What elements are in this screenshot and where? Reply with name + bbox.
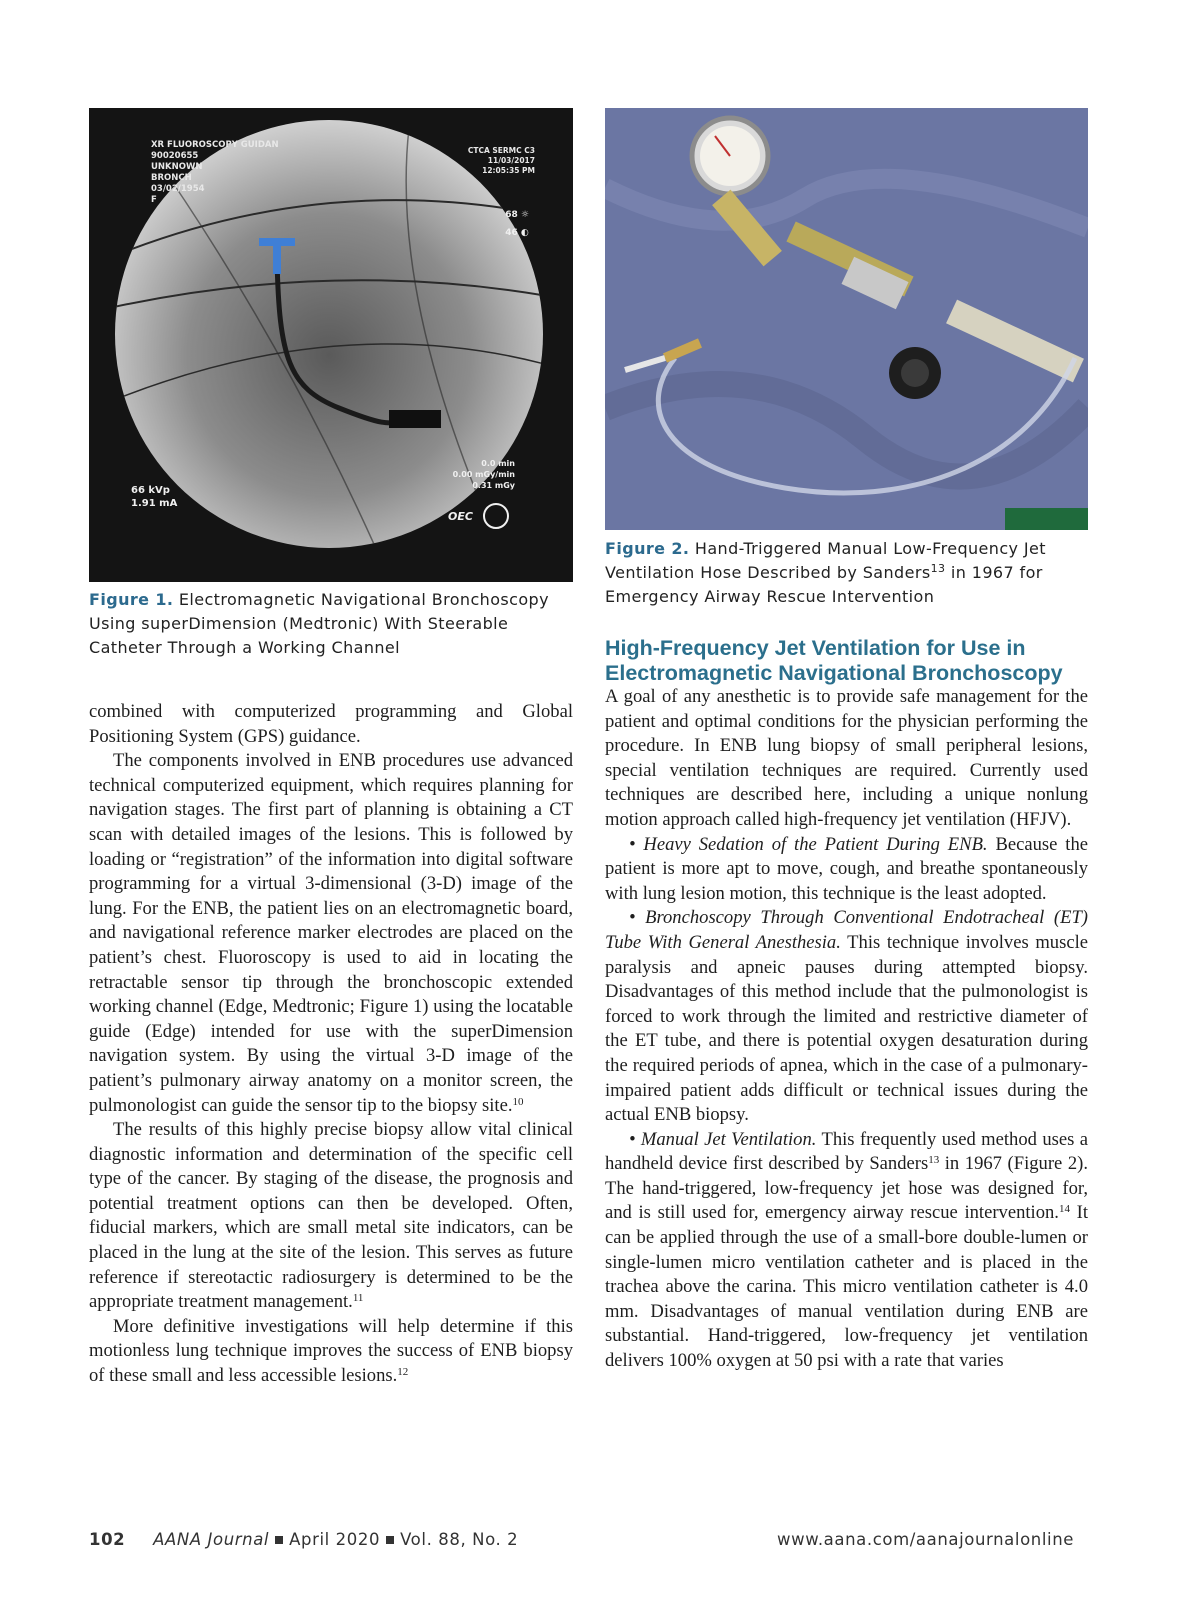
fluoro-overlay-exposure xyxy=(131,484,177,510)
overlay-line: 1.91 mA xyxy=(131,498,178,509)
contrast-value: 46 xyxy=(505,228,518,238)
ge-logo-icon xyxy=(483,503,509,529)
paragraph xyxy=(89,749,573,1118)
figure-2-image xyxy=(605,108,1088,530)
bullet-text: This frequently used method uses a handheld device first described by Sanders xyxy=(605,1128,1088,1175)
bullet-text: It can be applied through the use of a small-bore double-lumen or single-lumen micro ventilation catheter and is placed in the trachea above the carina. This micro ventilation catheter is 4.0 mm. Disadvantages of manual ventilation during ENB are substantial. Hand-triggered, low-frequency jet ventilation delivers 100% oxygen at 50 psi with a rate that varies xyxy=(605,1202,1088,1372)
overlay-line: 90020655 xyxy=(151,151,199,161)
sun-icon: ☼ xyxy=(520,210,529,220)
overlay-line: 03/02/1954 xyxy=(151,184,205,194)
figure-1-caption xyxy=(89,588,579,660)
paragraph xyxy=(89,1315,573,1389)
bullet-text: in 1967 (Figure 2). The hand-triggered, low-frequency jet hose was designed for, and is still used for, emergency airway rescue intervention. xyxy=(605,1153,1088,1224)
paragraph-text: More definitive investigations will help determine if this motionless lung technique improves the success of ENB biopsy of these small and less accessible lesions. xyxy=(89,1315,573,1387)
footer-url[interactable]: www.aana.com/aanajournalonline xyxy=(777,1530,1074,1549)
overlay-line: F xyxy=(151,195,157,205)
fluoro-overlay-site xyxy=(468,146,535,176)
figure-1-image xyxy=(89,108,573,582)
fluoro-overlay-brightness xyxy=(505,206,529,242)
bullet-paragraph xyxy=(605,1128,1088,1374)
separator-square-icon xyxy=(386,1536,394,1544)
citation-ref: 13 xyxy=(930,562,946,575)
figure-2-label: Figure 2. xyxy=(605,539,690,558)
citation-ref: 12 xyxy=(397,1366,409,1379)
overlay-line: CTCA SERMC C3 xyxy=(467,146,535,155)
bullet-title: • Manual Jet Ventilation. xyxy=(629,1128,817,1150)
overlay-line: 66 kVp xyxy=(131,485,170,496)
citation-ref: 13 xyxy=(928,1154,940,1167)
figure-2-caption-text: Hand-Triggered Manual Low-Frequency Jet Ventilation Hose Described by Sanders xyxy=(605,539,1046,582)
brightness-value: 68 xyxy=(505,210,518,220)
citation-ref: 10 xyxy=(512,1095,524,1108)
figure-2-caption xyxy=(605,537,1095,609)
bullet-paragraph xyxy=(605,906,1088,1127)
fluoro-overlay-patient xyxy=(151,140,279,206)
paragraph: combined with computerized programming and Global Positioning System (GPS) guidance. xyxy=(89,701,573,747)
overlay-line: 0.31 mGy xyxy=(472,481,515,490)
page-number: 102 xyxy=(89,1530,126,1549)
overlay-line: 0.00 mGy/min xyxy=(452,470,515,479)
fluoro-overlay-dose xyxy=(453,458,515,491)
paragraph xyxy=(89,1118,573,1315)
footer-left xyxy=(89,1530,518,1549)
overlay-line: 0.0 min xyxy=(481,459,515,468)
citation-ref: 11 xyxy=(352,1292,364,1305)
oec-logo: OEC xyxy=(448,510,473,523)
right-column-text xyxy=(605,685,1088,1374)
bullet-text: This technique involves muscle paralysis and apneic pauses during attempted biopsy. Disadvantages of this method include that the pulmonologist is forced to work through the limited and restrictive diameter of the ET tube, and there is potential oxygen desaturation during the required periods of apnea, which in the case of a pulmonary-impaired patient adds difficult or technical issues during the actual ENB biopsy. xyxy=(605,931,1088,1126)
section-heading: High-Frequency Jet Ventilation for Use in Electromagnetic Navigational Bronchoscopy xyxy=(605,636,1063,685)
issue-date: April 2020 xyxy=(289,1530,381,1549)
overlay-line: UNKNOWN xyxy=(151,162,203,172)
figure-2-caption-text-end: in 1967 for Emergency Airway Rescue Intervention xyxy=(605,563,1043,606)
left-column-text xyxy=(89,700,573,1389)
figure-1-label: Figure 1. xyxy=(89,590,174,609)
bullet-paragraph xyxy=(605,833,1088,907)
volume-issue: Vol. 88, No. 2 xyxy=(400,1530,519,1549)
bullet-title: • Bronchoscopy Through Conventional Endotracheal (ET) Tube With General Anesthesia. xyxy=(605,907,1088,953)
overlay-line: XR FLUOROSCOPY GUIDAN xyxy=(151,140,279,150)
separator-square-icon xyxy=(275,1536,283,1544)
bullet-text: Because the patient is more apt to move, cough, and breathe spontaneously with lung lesion motion, this technique is the least adopted. xyxy=(605,833,1088,904)
contrast-icon: ◐ xyxy=(520,228,529,238)
bullet-title: • Heavy Sedation of the Patient During ENB. xyxy=(629,833,988,855)
paragraph: A goal of any anesthetic is to provide safe management for the patient and optimal conditions for the physician performing the procedure. In ENB lung biopsy of small peripheral lesions, special ventilation techniques are required. Currently used techniques are described here, including a unique nonlung motion approach called high-frequency jet ventilation (HFJV). xyxy=(605,686,1088,830)
jet-ventilator-illustration xyxy=(605,108,1088,530)
paragraph-text: The results of this highly precise biopsy allow vital clinical diagnostic information and determination of the specific cell type of the cancer. By staging of the disease, the prognosis and potential treatment options can then be developed. Often, fiducial markers, which are small metal site indicators, can be placed in the lung at the site of the lesion. This serves as future reference if stereotactic radiosurgery is determined to be the appropriate treatment management. xyxy=(89,1119,573,1313)
overlay-line: 12:05:35 PM xyxy=(482,166,535,175)
journal-name: AANA Journal xyxy=(153,1530,270,1549)
overlay-line: BRONCH xyxy=(151,173,192,183)
paragraph-text: The components involved in ENB procedures use advanced technical computerized equipment, which requires planning for navigation stages. The first part of planning is obtaining a CT scan with detailed images of the lesions. This is followed by loading or “registration” of the information into digital software programming for a virtual 3-dimensional (3-D) image of the lung. For the ENB, the patient lies on an electromagnetic board, and navigational reference marker electrodes are placed on the patient’s chest. Fluoroscopy is used to aid in locating the retractable sensor tip through the bronchoscopic extended working channel (Edge, Medtronic; Figure 1) using the locatable guide (Edge) intended for use with the superDimension navigation system. By using the virtual 3-D image of the patient’s pulmonary airway anatomy on a monitor screen, the pulmonologist can guide the sensor tip to the biopsy site. xyxy=(89,750,573,1116)
overlay-line: 11/03/2017 xyxy=(487,156,535,165)
figure-1-caption-text: Electromagnetic Navigational Bronchoscopy Using superDimension (Medtronic) With Steerable Catheter Through a Working Channel xyxy=(89,590,549,657)
citation-ref: 14 xyxy=(1058,1203,1070,1216)
